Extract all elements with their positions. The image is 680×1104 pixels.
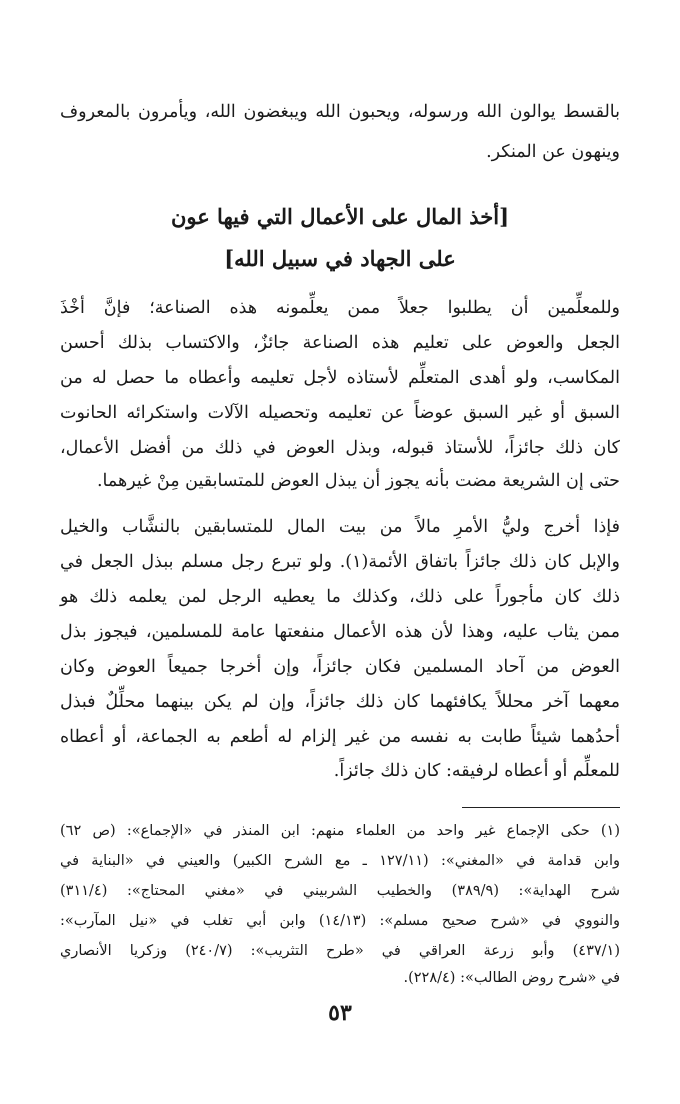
- paragraph-line: حتى إن الشريعة مضت بأنه يجوز أن يبذل العوض للمتسابقين مِنْ غيرهما.: [96, 471, 620, 491]
- section-heading: على الجهاد في سبيل الله]: [224, 246, 456, 271]
- footnote-line: (١) حكى الإجماع غير واحد من العلماء منهم: ابن المنذر في «الإجماع»: (ص ٦٢): [60, 823, 620, 839]
- footnote-line: وابن قدامة في «المغني»: (١٢٧/١١ ـ مع الشرح الكبير) والعيني في «البناية في: [60, 853, 620, 869]
- paragraph-line: ذلك كان مأجوراً على ذلك، وكذلك ما يعطيه الرجل لمن يعلمه ذلك هو: [60, 587, 620, 607]
- paragraph-line: فإذا أخرج وليُّ الأمرِ مالاً من بيت المال للمتسابقين بالنشَّاب والخيل: [60, 517, 620, 537]
- intro-line: بالقسط يوالون الله ورسوله، ويحبون الله ويبغضون الله، ويأمرون بالمعروف: [60, 102, 620, 122]
- paragraph-line: العوض من آحاد المسلمين فكان جائزاً، وإن أخرجا جميعاً العوض وكان: [60, 657, 620, 677]
- paragraph-line: والإبل كان ذلك جائزاً باتفاق الأئمة(١). ولو تبرع رجل مسلم ببذل الجعل في: [60, 552, 620, 572]
- footnote-line: شرح الهداية»: (٣٨٩/٩) والخطيب الشربيني في «مغني المحتاج»: (٣١١/٤): [60, 883, 620, 899]
- page-number: ٥٣: [328, 1000, 352, 1026]
- paragraph-line: معهما آخر محللاً يكافئهما كان ذلك جائزاً، وإن لم يكن بينهما محلِّلٌ فبذل: [60, 692, 620, 712]
- paragraph-line: ممن يثاب عليه، وهذا لأن هذه الأعمال منفعتها عامة للمسلمين، فيجوز بذل: [60, 622, 620, 642]
- main-text-column: [60, 0, 620, 1104]
- paragraph-line: أحدُهما شيئاً طابت به نفسه من غير إلزام له أطعم به الجماعة، أو أعطاه: [60, 727, 620, 747]
- paragraph-line: المكاسب، ولو أهدى المتعلِّم لأستاذه لأجل تعليمه وأعطاه ما حصل له من: [60, 368, 620, 388]
- section-heading: [أخذ المال على الأعمال التي فيها عون: [170, 204, 510, 229]
- paragraph-line: للمعلِّم أو أعطاه لرفيقه: كان ذلك جائزاً.: [333, 761, 620, 781]
- footnote-line: (٤٣٧/١) وأبو زرعة العراقي في «طرح التثريب»: (٢٤٠/٧) وزكريا الأنصاري: [60, 943, 620, 959]
- paragraph-line: كان ذلك جائزاً، للأستاذ قبوله، وبذل العوض في ذلك من أفضل الأعمال،: [60, 438, 620, 458]
- paragraph-line: السبق أو غير السبق عوضاً عن تعليمه وتحصيله الآلات واستكرائه الحانوت: [60, 403, 620, 423]
- footnote-divider: [462, 807, 620, 808]
- paragraph-line: وللمعلِّمين أن يطلبوا جعلاً ممن يعلِّمونه هذه الصناعة؛ فإنَّ أخْذَ: [60, 298, 620, 318]
- paragraph-line: الجعل والعوض على تعليم هذه الصناعة جائزٌ، والاكتساب بذلك أحسن: [60, 333, 620, 353]
- footnote-line: والنووي في «شرح صحيح مسلم»: (١٤/١٣) وابن أبي تغلب في «نيل المآرب»:: [60, 913, 620, 929]
- footnote-line: في «شرح روض الطالب»: (٢٢٨/٤).: [403, 970, 620, 986]
- intro-line: وينهون عن المنكر.: [486, 142, 620, 162]
